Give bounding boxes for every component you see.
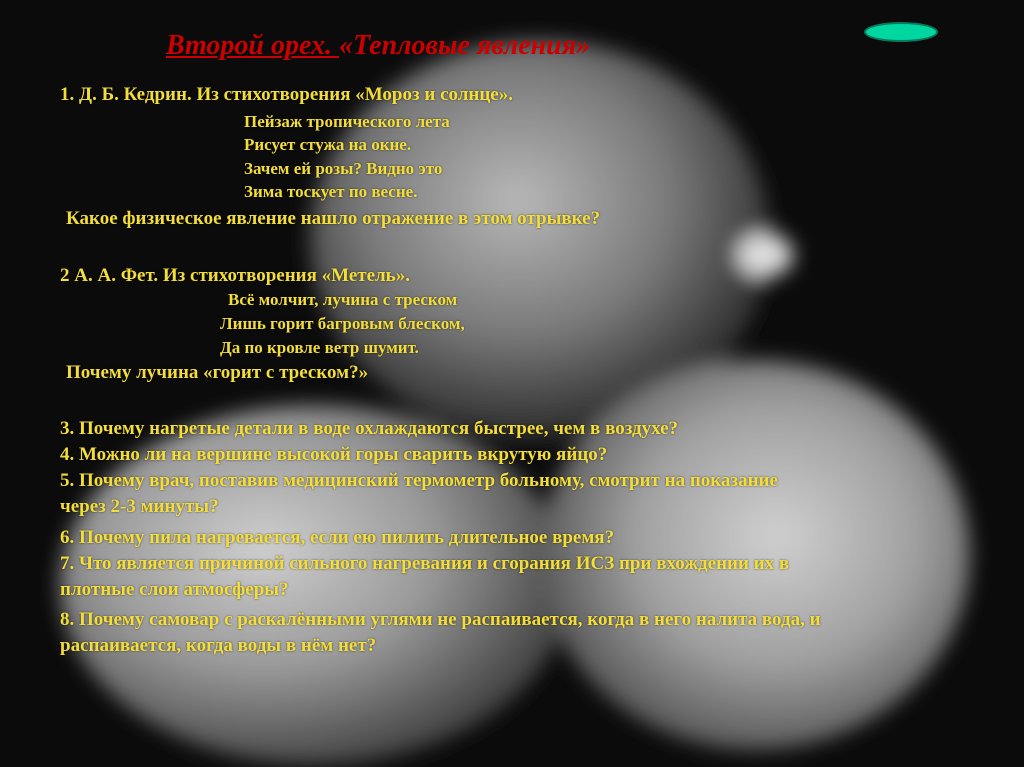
verse2-line2: Лишь горит багровым блеском, xyxy=(220,314,465,333)
section1-heading: 1. Д. Б. Кедрин. Из стихотворения «Мороз и солнце». xyxy=(60,84,513,105)
question-8-continued: распаивается, когда воды в нём нет? xyxy=(60,635,377,656)
slide-title-part2: «Тепловые явления» xyxy=(339,30,591,61)
question-3: 3. Почему нагретые детали в воде охлаждаются быстрее, чем в воздухе? xyxy=(60,418,679,439)
section2-heading: 2 А. А. Фет. Из стихотворения «Метель». xyxy=(60,265,410,286)
section1-question: Какое физическое явление нашло отражение в этом отрывке? xyxy=(66,208,601,229)
section2-question: Почему лучина «горит с треском?» xyxy=(66,362,369,383)
question-7: 7. Что является причиной сильного нагревания и сгорания ИСЗ при вхождении их в xyxy=(60,553,790,574)
slide-title-part1: Второй орех. xyxy=(166,30,340,61)
verse2-line1: Всё молчит, лучина с треском xyxy=(228,290,458,309)
question-5-continued: через 2-3 минуты? xyxy=(60,496,219,517)
verse1-line1: Пейзаж тропического лета xyxy=(244,112,450,131)
question-6: 6. Почему пила нагревается, если ею пилить длительное время? xyxy=(60,527,615,548)
question-7-continued: плотные слои атмосферы? xyxy=(60,579,289,600)
verse1-line4: Зима тоскует по весне. xyxy=(244,182,418,201)
question-5: 5. Почему врач, поставив медицинский термометр больному, смотрит на показание xyxy=(60,470,778,491)
verse2-line3: Да по кровле ветр шумит. xyxy=(220,338,419,357)
question-8: 8. Почему самовар с раскалёнными углями не распаивается, когда в него налита вода, и xyxy=(60,609,821,630)
verse1-line2: Рисует стужа на окне. xyxy=(244,135,412,154)
slide-title xyxy=(166,30,590,62)
question-4: 4. Можно ли на вершине высокой горы сварить вкрутую яйцо? xyxy=(60,444,608,465)
navigation-button[interactable] xyxy=(864,22,938,42)
verse1-line3: Зачем ей розы? Видно это xyxy=(244,159,443,178)
